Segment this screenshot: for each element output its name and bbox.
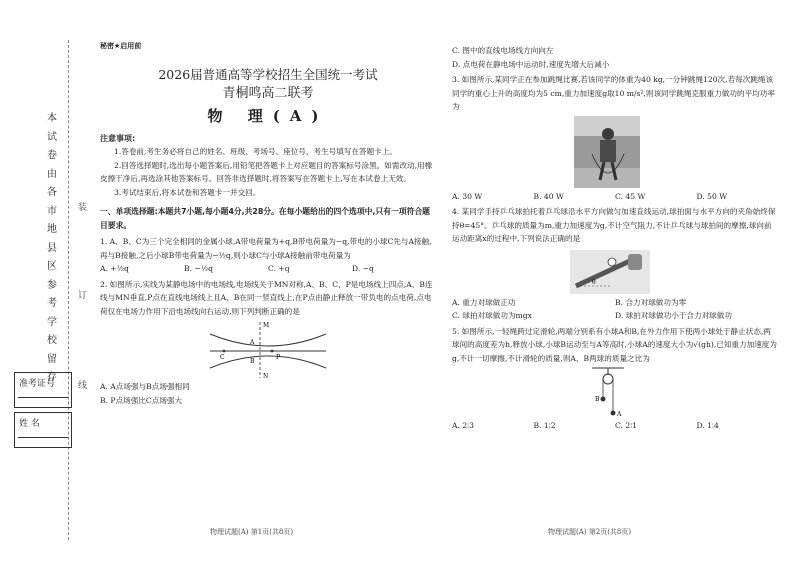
q2-option-b[interactable]: B. P点场强比C点场强大 <box>100 395 183 405</box>
question-4-options <box>452 296 778 323</box>
exam-subtitle: 青桐鸣高二联考 <box>222 85 314 101</box>
retention-char: 存 <box>47 372 57 383</box>
q5-option-c[interactable]: C. 2∶1 <box>615 421 638 430</box>
pulley-figure <box>452 365 778 419</box>
subject-title: 物 理(A) <box>207 106 329 125</box>
cut-line <box>68 40 69 540</box>
name-line <box>18 437 68 438</box>
question-5-stem: 5. 如图所示,一轻绳跨过定滑轮,两端分别系有小球A和B,在外力作用下使两小球处于静止状态,两球间的高度差为h,释放小球,小球B运动至与A等高时,小球A的速度大小为√(gh),已知重力加速度为g,不计一切摩擦,不计滑轮的质量,则A、B两球的质量之比为 <box>452 326 777 363</box>
fig2-label-b: B <box>250 358 255 365</box>
candidate-id-line <box>18 397 68 398</box>
notice-item-2: 2.回答选择题时,选出每小题答案后,用铅笔把答题卡上对应题目的答案标号涂黑。如需改动,用橡皮擦干净后,再选涂其他答案标号。回答非选择题时,将答案写在答题卡上,写在本试卷上无效。 <box>100 160 433 183</box>
question-1 <box>100 235 436 276</box>
q5-option-b[interactable]: B. 1∶2 <box>533 421 556 430</box>
notice-title: 注意事项: <box>100 133 136 143</box>
cut-word-2: 订 <box>78 291 88 301</box>
q4-option-b[interactable]: B. 合力对球做功为零 <box>615 297 687 307</box>
q5-option-a[interactable]: A. 2∶3 <box>452 421 474 430</box>
rope-skipping-photo <box>452 114 778 190</box>
q3-option-c[interactable]: C. 45 W <box>615 191 646 201</box>
q1-option-c[interactable]: C. +q <box>268 264 290 273</box>
page-2 <box>452 44 778 433</box>
question-3-stem: 3. 如图所示,某同学正在参加跳绳比赛,若该同学的体重为40 kg,一分钟跳绳120次,若每次跳绳该同学的重心上升的高度均为5 cm,重力加速度g取10 m/s²,则该同学跳绳克服重力做功的平均功率为 <box>452 75 775 111</box>
retention-char: 考 <box>47 298 57 309</box>
retention-char: 市 <box>47 205 57 217</box>
question-4 <box>452 205 778 323</box>
q4-option-c[interactable]: C. 球拍对球做功为mgx <box>452 311 532 320</box>
retention-char: 校 <box>47 335 57 346</box>
question-2-stem: 2. 如图所示,实线为某静电场中的电场线,电场线关于MN对称,A、B、C、P是电场线上四点,A、B连线与MN垂直,P点在直线电场线上且A、B在同一竖直线上,在P点由静止释放一带负电的点电荷,点电荷仅在电场力作用下沿电场线向右运动,则下列判断正确的是 <box>100 279 433 316</box>
page-1-footer: 物理试题(A) 第1页(共8页) <box>210 528 294 536</box>
secret-label: 秘密★启用前 <box>100 42 142 50</box>
retention-char: 留 <box>47 353 57 365</box>
cut-word-3: 线 <box>78 381 88 391</box>
binding-strip <box>14 110 94 530</box>
q4-option-d[interactable]: D. 球拍对球做功小于合力对球做功 <box>615 311 732 320</box>
question-1-stem: 1. A、B、C为三个完全相同的金属小球,A带电荷量为+q,B带电荷量为−q,带电的小球C先与A接触,再与B接触,之后小球B带电荷量为−½q,则小球C与小球A接触前带电荷量为 <box>100 237 432 260</box>
retention-notice <box>44 110 60 388</box>
fig2-label-c: C <box>220 354 225 361</box>
question-3-options <box>452 190 778 204</box>
retention-char: 各 <box>47 187 57 198</box>
fig5-label-b: B <box>595 396 600 403</box>
question-1-options <box>100 262 436 276</box>
candidate-id-box[interactable] <box>14 372 72 408</box>
question-4-stem: 4. 某同学手持乒乓球拍托着乒乓球沿水平方向做匀加速直线运动,球拍面与水平方向的夹角始终保持θ=45°。乒乓球的质量为m,重力加速度为g,不计空气阻力,不计乒乓球与球拍间的摩擦,球向前运动距离x的过程中,下列说法正确的是 <box>452 207 776 243</box>
q1-option-b[interactable]: B. −½q <box>184 264 213 273</box>
retention-char: 参 <box>47 279 57 291</box>
fig5-label-a: A <box>617 411 622 418</box>
fig2-label-a: A <box>250 339 255 346</box>
fig2-label-p: P <box>276 354 281 361</box>
question-3 <box>452 73 778 203</box>
q2-option-a[interactable]: A. A点场强与B点场强相同 <box>100 382 190 391</box>
retention-char: 学 <box>47 316 57 328</box>
section-1-title: 一、单项选择题:本题共7小题,每小题4分,共28分。在每小题给出的四个选项中,只有一项符合题目要求。 <box>100 207 430 230</box>
q1-option-d[interactable]: D. −q <box>352 264 374 273</box>
fig2-label-n: N <box>263 373 269 380</box>
page-2-footer: 物理试题(A) 第2页(共8页) <box>548 528 632 536</box>
question-2 <box>100 278 436 408</box>
q2-option-d[interactable]: D. 点电荷在静电场中运动时,速度先增大后减小 <box>452 59 610 69</box>
notice-item-1: 1.答卷前,考生务必将自己的姓名、班级、考场号、座位号、考生号填写在答题卡上。 <box>114 147 398 156</box>
question-5-options <box>452 419 778 433</box>
retention-char: 试 <box>47 131 57 143</box>
fig4-label-theta: θ <box>592 278 596 286</box>
fig2-label-m: M <box>263 322 270 329</box>
retention-char: 本 <box>47 113 57 124</box>
page-1 <box>100 40 436 407</box>
q4-option-a[interactable]: A. 重力对球做正功 <box>452 297 516 307</box>
retention-char: 地 <box>47 224 57 235</box>
name-label: 姓 名 <box>19 419 40 429</box>
notice-item-3: 3.考试结束后,将本试卷和答题卡一并交回。 <box>114 187 261 197</box>
exam-title: 2026届普通高等学校招生全国统一考试 <box>158 66 378 82</box>
candidate-id-label: 准考证号 <box>19 379 56 389</box>
paddle-ball-figure <box>452 246 778 296</box>
q3-option-b[interactable]: B. 40 W <box>533 191 564 201</box>
q3-option-a[interactable]: A. 30 W <box>452 191 483 201</box>
q1-option-a[interactable]: A. +½q <box>100 264 129 273</box>
retention-char: 卷 <box>47 150 57 161</box>
retention-char: 由 <box>47 168 57 180</box>
retention-char: 县 <box>47 242 57 254</box>
retention-char: 区 <box>47 261 57 272</box>
question-5 <box>452 325 778 433</box>
q2-option-c[interactable]: C. 图中的直线电场线方向向左 <box>452 46 554 55</box>
name-box[interactable] <box>14 412 72 448</box>
electric-field-figure <box>100 318 436 380</box>
cut-word-1: 装 <box>78 203 88 213</box>
q5-option-d[interactable]: D. 1∶4 <box>696 421 719 430</box>
q3-option-d[interactable]: D. 50 W <box>696 191 728 201</box>
